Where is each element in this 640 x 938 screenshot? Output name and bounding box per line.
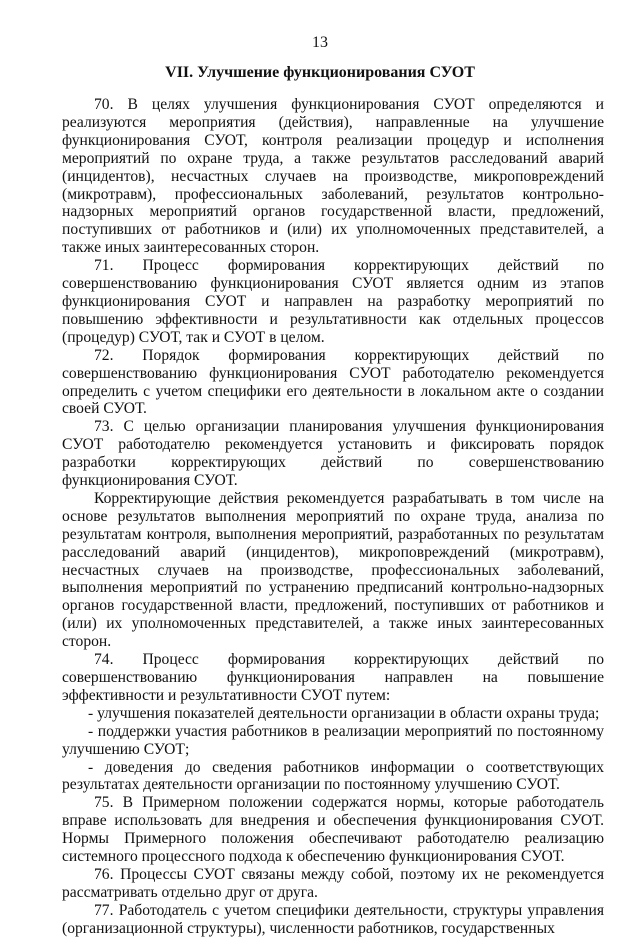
list-item: - доведения до сведения работников информации о соответствующих результатах деятельности организации по постоянному улучшению СУОТ. — [62, 758, 604, 794]
paragraph-75: 75. В Примерном положении содержатся нормы, которые работодатель вправе использовать для внедрения и обеспечения функционирования СУОТ. Нормы Примерного положения обеспечивают работодателю реализацию системного процессного подхода к обеспечению функционирования СУОТ. — [62, 794, 604, 866]
paragraph-70: 70. В целях улучшения функционирования СУОТ определяются и реализуются мероприятия (действия), направленные на улучшение функционирования СУОТ, контроля реализации процедур и исполнения мероприятий по охране труда, а также результатов расследований аварий (инцидентов), несчастных случаев на производстве, микроповреждений (микротравм), профессиональных заболеваний, результатов контрольно-надзорных мероприятий органов государственной власти, предложений, поступивших от работников и (или) их уполномоченных представителей, а также иных заинтересованных сторон. — [62, 96, 604, 257]
paragraph-71: 71. Процесс формирования корректирующих действий по совершенствованию функционирования СУОТ является одним из этапов функционирования СУОТ и направлен на разработку мероприятий по повышению эффективности и результативности как отдельных процессов (процедур) СУОТ, так и СУОТ в целом. — [62, 257, 604, 346]
page-number: 13 — [312, 34, 328, 51]
section-title: VII. Улучшение функционирования СУОТ — [165, 64, 475, 81]
list-item: - поддержки участия работников в реализации мероприятий по постоянному улучшению СУОТ; — [62, 722, 604, 758]
document-body — [62, 96, 604, 938]
paragraph-76: 76. Процессы СУОТ связаны между собой, поэтому их не рекомендуется рассматривать отдельно друг от друга. — [62, 865, 604, 901]
paragraph-73-continued: Корректирующие действия рекомендуется разрабатывать в том числе на основе результатов выполнения мероприятий по охране труда, анализа по результатам контроля, выполнения мероприятий, разработанных по результатам расследований аварий (инцидентов), микроповреждений (микротравм), несчастных случаев на производстве, профессиональных заболеваний, выполнения мероприятий по устранению предписаний контрольно-надзорных органов государственной власти, предложений, поступивших от работников и (или) их уполномоченных представителей, а также иных заинтересованных сторон. — [62, 489, 604, 651]
paragraph-73: 73. С целью организации планирования улучшения функционирования СУОТ работодателю рекомендуется установить и фиксировать порядок разработки корректирующих действий по совершенствованию функционирования СУОТ. — [62, 418, 604, 490]
paragraph-74: 74. Процесс формирования корректирующих действий по совершенствованию функционирования направлен на повышение эффективности и результативности СУОТ путем: — [62, 651, 604, 704]
paragraph-77: 77. Работодатель с учетом специфики деятельности, структуры управления (организационной структуры), численности работников, государственных — [62, 901, 604, 937]
paragraph-72: 72. Порядок формирования корректирующих действий по совершенствованию функционирования СУОТ работодателю рекомендуется определить с учетом специфики его деятельности в локальном акте о создании своей СУОТ. — [62, 346, 604, 418]
list-item: - улучшения показателей деятельности организации в области охраны труда; — [88, 704, 600, 722]
